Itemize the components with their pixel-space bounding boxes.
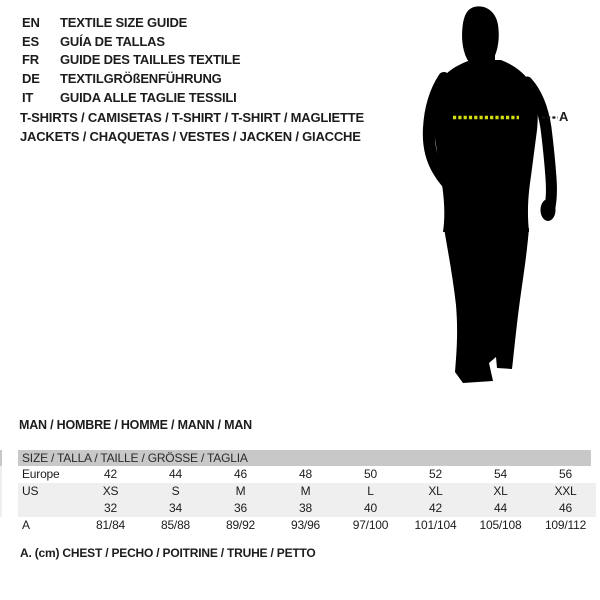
language-row-en bbox=[22, 14, 240, 33]
silhouette-legs bbox=[444, 228, 529, 383]
row-label: US bbox=[22, 484, 39, 498]
table-cell: S bbox=[171, 484, 180, 498]
table-cell: 101/104 bbox=[414, 518, 457, 532]
table-cell: XXL bbox=[554, 484, 577, 498]
language-row-de bbox=[22, 70, 240, 89]
table-cell: XS bbox=[102, 484, 119, 498]
table-cell: L bbox=[367, 484, 374, 498]
row-label: A bbox=[22, 518, 30, 532]
language-code: ES bbox=[22, 33, 39, 49]
table-cell: XL bbox=[428, 484, 443, 498]
language-row-fr bbox=[22, 51, 240, 70]
man-silhouette bbox=[400, 0, 600, 400]
table-cell: XL bbox=[493, 484, 508, 498]
silhouette-torso bbox=[433, 60, 538, 232]
table-cell: 109/112 bbox=[544, 518, 587, 532]
language-row-it bbox=[22, 89, 240, 108]
table-cell: 105/108 bbox=[479, 518, 522, 532]
language-code: EN bbox=[22, 15, 40, 30]
language-code: FR bbox=[22, 52, 39, 68]
table-cell: 42 bbox=[104, 467, 117, 481]
table-cell: 46 bbox=[559, 501, 572, 515]
table-cell: 40 bbox=[364, 501, 377, 515]
table-cell: 48 bbox=[299, 467, 312, 481]
table-cell: 34 bbox=[169, 501, 182, 515]
category-tshirts: T-SHIRTS / CAMISETAS / T-SHIRT / T-SHIRT / MAGLIETTE bbox=[20, 110, 364, 125]
table-cell: 97/100 bbox=[352, 518, 389, 532]
edge-sliver-rows bbox=[0, 466, 2, 517]
table-cell: 93/96 bbox=[290, 518, 321, 532]
language-code: DE bbox=[22, 71, 40, 87]
size-table bbox=[18, 450, 598, 534]
table-row-chest-a bbox=[18, 517, 598, 534]
table-cell: 89/92 bbox=[225, 518, 256, 532]
language-title: GUÍA DE TALLAS bbox=[60, 33, 165, 49]
edge-sliver-header bbox=[0, 450, 2, 466]
silhouette-shapes bbox=[429, 6, 556, 383]
language-list bbox=[22, 14, 240, 108]
category-jackets: JACKETS / CHAQUETAS / VESTES / JACKEN / GIACCHE bbox=[20, 129, 361, 144]
table-cell: 46 bbox=[234, 467, 247, 481]
silhouette-right-hand bbox=[541, 199, 556, 221]
table-cell: 44 bbox=[169, 467, 182, 481]
table-row-us bbox=[18, 483, 596, 500]
size-table-header: SIZE / TALLA / TAILLE / GRÖSSE / TAGLIA bbox=[18, 450, 591, 466]
language-title: GUIDA ALLE TAGLIE TESSILI bbox=[60, 89, 237, 105]
language-title: GUIDE DES TAILLES TEXTILE bbox=[60, 52, 241, 68]
table-cell: 54 bbox=[494, 467, 507, 481]
table-cell: 44 bbox=[494, 501, 507, 515]
table-cell: 50 bbox=[364, 467, 377, 481]
measure-label-a: A bbox=[559, 109, 569, 124]
table-cell: 42 bbox=[429, 501, 442, 515]
table-cell: 52 bbox=[429, 467, 442, 481]
table-cell: 32 bbox=[104, 501, 117, 515]
table-cell: M bbox=[235, 484, 246, 498]
section-title-man: MAN / HOMBRE / HOMME / MANN / MAN bbox=[19, 418, 252, 432]
table-cell: 56 bbox=[559, 467, 572, 481]
language-title: TEXTILE SIZE GUIDE bbox=[60, 15, 188, 30]
row-label: Europe bbox=[22, 467, 60, 481]
table-cell: 36 bbox=[234, 501, 247, 515]
category-block bbox=[20, 108, 364, 146]
table-row-europe bbox=[18, 466, 598, 483]
table-cell: M bbox=[300, 484, 311, 498]
footnote-chest: A. (cm) CHEST / PECHO / POITRINE / TRUHE / PETTO bbox=[20, 546, 316, 560]
table-row-numeric bbox=[18, 500, 596, 517]
table-cell: 38 bbox=[299, 501, 312, 515]
table-cell: 81/84 bbox=[95, 518, 126, 532]
language-row-es bbox=[22, 33, 240, 52]
table-cell: 85/88 bbox=[160, 518, 191, 532]
language-code: IT bbox=[22, 89, 34, 105]
language-title: TEXTILGRÖßENFÜHRUNG bbox=[60, 71, 222, 87]
